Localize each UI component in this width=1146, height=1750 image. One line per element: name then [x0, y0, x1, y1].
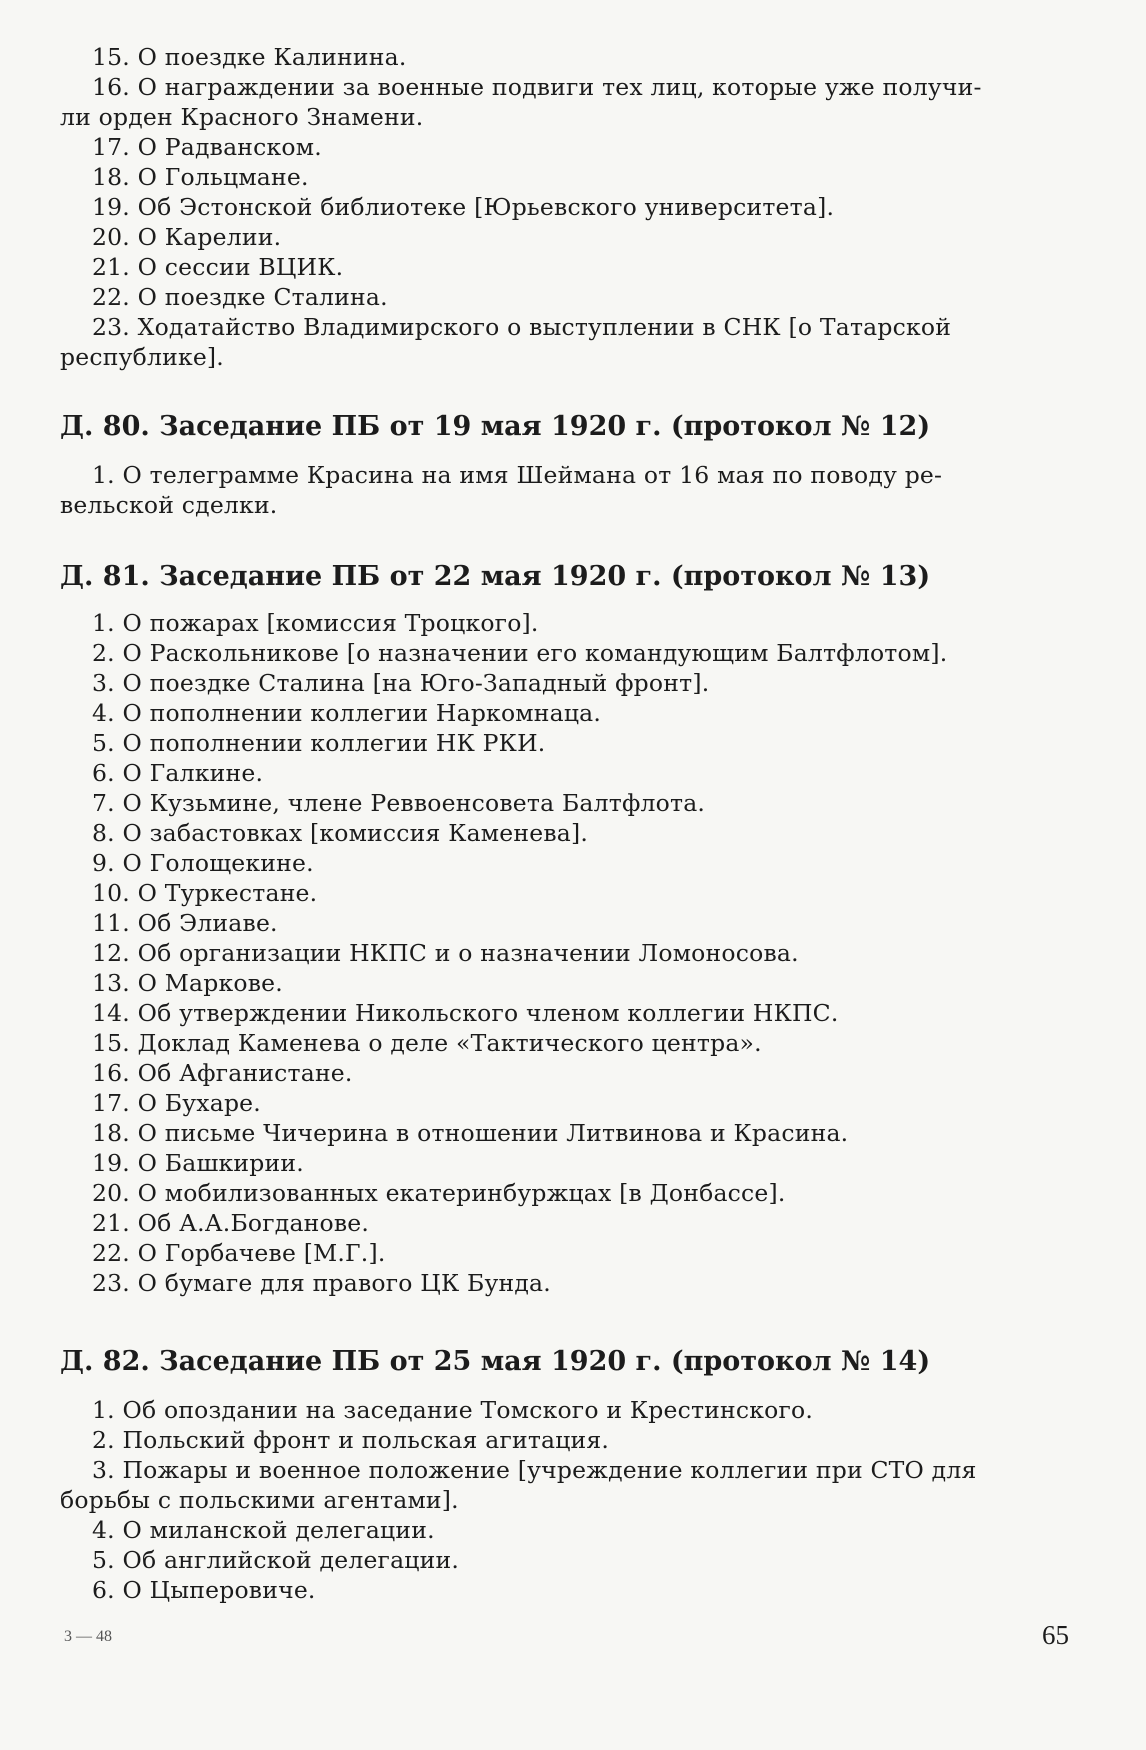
list-item: 2. Польский фронт и польская агитация.	[92, 1426, 610, 1454]
list-item: 22. О Горбачеве [М.Г.].	[92, 1239, 386, 1267]
list-item: 17. О Бухаре.	[92, 1089, 261, 1117]
list-item: 6. О Галкине.	[92, 759, 264, 787]
list-item: 10. О Туркестане.	[92, 879, 318, 907]
list-item: 7. О Кузьмине, члене Реввоенсовета Балтфлота.	[92, 789, 706, 817]
list-item: 5. О пополнении коллегии НК РКИ.	[92, 729, 546, 757]
list-item: 21. Об А.А.Богданове.	[92, 1209, 370, 1237]
list-item: 18. О письме Чичерина в отношении Литвинова и Красина.	[92, 1119, 849, 1147]
list-item: 23. Ходатайство Владимирского о выступлении в СНК [о Татарской	[92, 313, 952, 341]
list-item: 9. О Голощекине.	[92, 849, 314, 877]
list-item: 8. О забастовках [комиссия Каменева].	[92, 819, 589, 847]
list-item: 3. Пожары и военное положение [учреждение коллегии при СТО для	[92, 1456, 977, 1484]
list-item: 4. О пополнении коллегии Наркомнаца.	[92, 699, 602, 727]
list-item: 15. Доклад Каменева о деле «Тактического центра».	[92, 1029, 762, 1057]
list-item: 17. О Радванском.	[92, 133, 322, 161]
section-heading-80: Д. 80. Заседание ПБ от 19 мая 1920 г. (протокол № 12)	[60, 411, 931, 442]
list-item: 23. О бумаге для правого ЦК Бунда.	[92, 1269, 551, 1297]
list-item: 16. Об Афганистане.	[92, 1059, 353, 1087]
list-item: 12. Об организации НКПС и о назначении Ломоносова.	[92, 939, 799, 967]
list-item: 1. О телеграмме Красина на имя Шеймана от 16 мая по поводу ре-	[92, 461, 943, 489]
list-item: 6. О Цыперовиче.	[92, 1576, 316, 1604]
list-item: 20. О мобилизованных екатеринбуржцах [в Донбассе].	[92, 1179, 786, 1207]
list-item: борьбы с польскими агентами].	[60, 1486, 459, 1514]
page-number: 65	[1042, 1620, 1069, 1650]
list-item: 13. О Маркове.	[92, 969, 283, 997]
list-item: 20. О Карелии.	[92, 223, 282, 251]
printer-signature: 3 — 48	[64, 1628, 112, 1645]
list-item: вельской сделки.	[60, 491, 278, 519]
list-item: 15. О поездке Калинина.	[92, 43, 407, 71]
section-heading-82: Д. 82. Заседание ПБ от 25 мая 1920 г. (протокол № 14)	[60, 1346, 931, 1377]
list-item: 21. О сессии ВЦИК.	[92, 253, 344, 281]
list-item: 22. О поездке Сталина.	[92, 283, 388, 311]
list-item: 19. Об Эстонской библиотеке [Юрьевского университета].	[92, 193, 835, 221]
list-item: 3. О поездке Сталина [на Юго-Западный фронт].	[92, 669, 710, 697]
section-heading-81: Д. 81. Заседание ПБ от 22 мая 1920 г. (протокол № 13)	[60, 561, 931, 592]
list-item: 5. Об английской делегации.	[92, 1546, 459, 1574]
list-item: 4. О миланской делегации.	[92, 1516, 435, 1544]
list-item: 14. Об утверждении Никольского членом коллегии НКПС.	[92, 999, 839, 1027]
list-item: 1. О пожарах [комиссия Троцкого].	[92, 609, 539, 637]
list-item: 1. Об опоздании на заседание Томского и Крестинского.	[92, 1396, 814, 1424]
list-item: 2. О Раскольникове [о назначении его командующим Балтфлотом].	[92, 639, 948, 667]
list-item: 19. О Башкирии.	[92, 1149, 304, 1177]
list-item: республике].	[60, 343, 224, 371]
list-item: 16. О награждении за военные подвиги тех лиц, которые уже получи-	[92, 73, 982, 101]
list-item: 11. Об Элиаве.	[92, 909, 278, 937]
list-item: ли орден Красного Знамени.	[60, 103, 424, 131]
list-item: 18. О Гольцмане.	[92, 163, 309, 191]
